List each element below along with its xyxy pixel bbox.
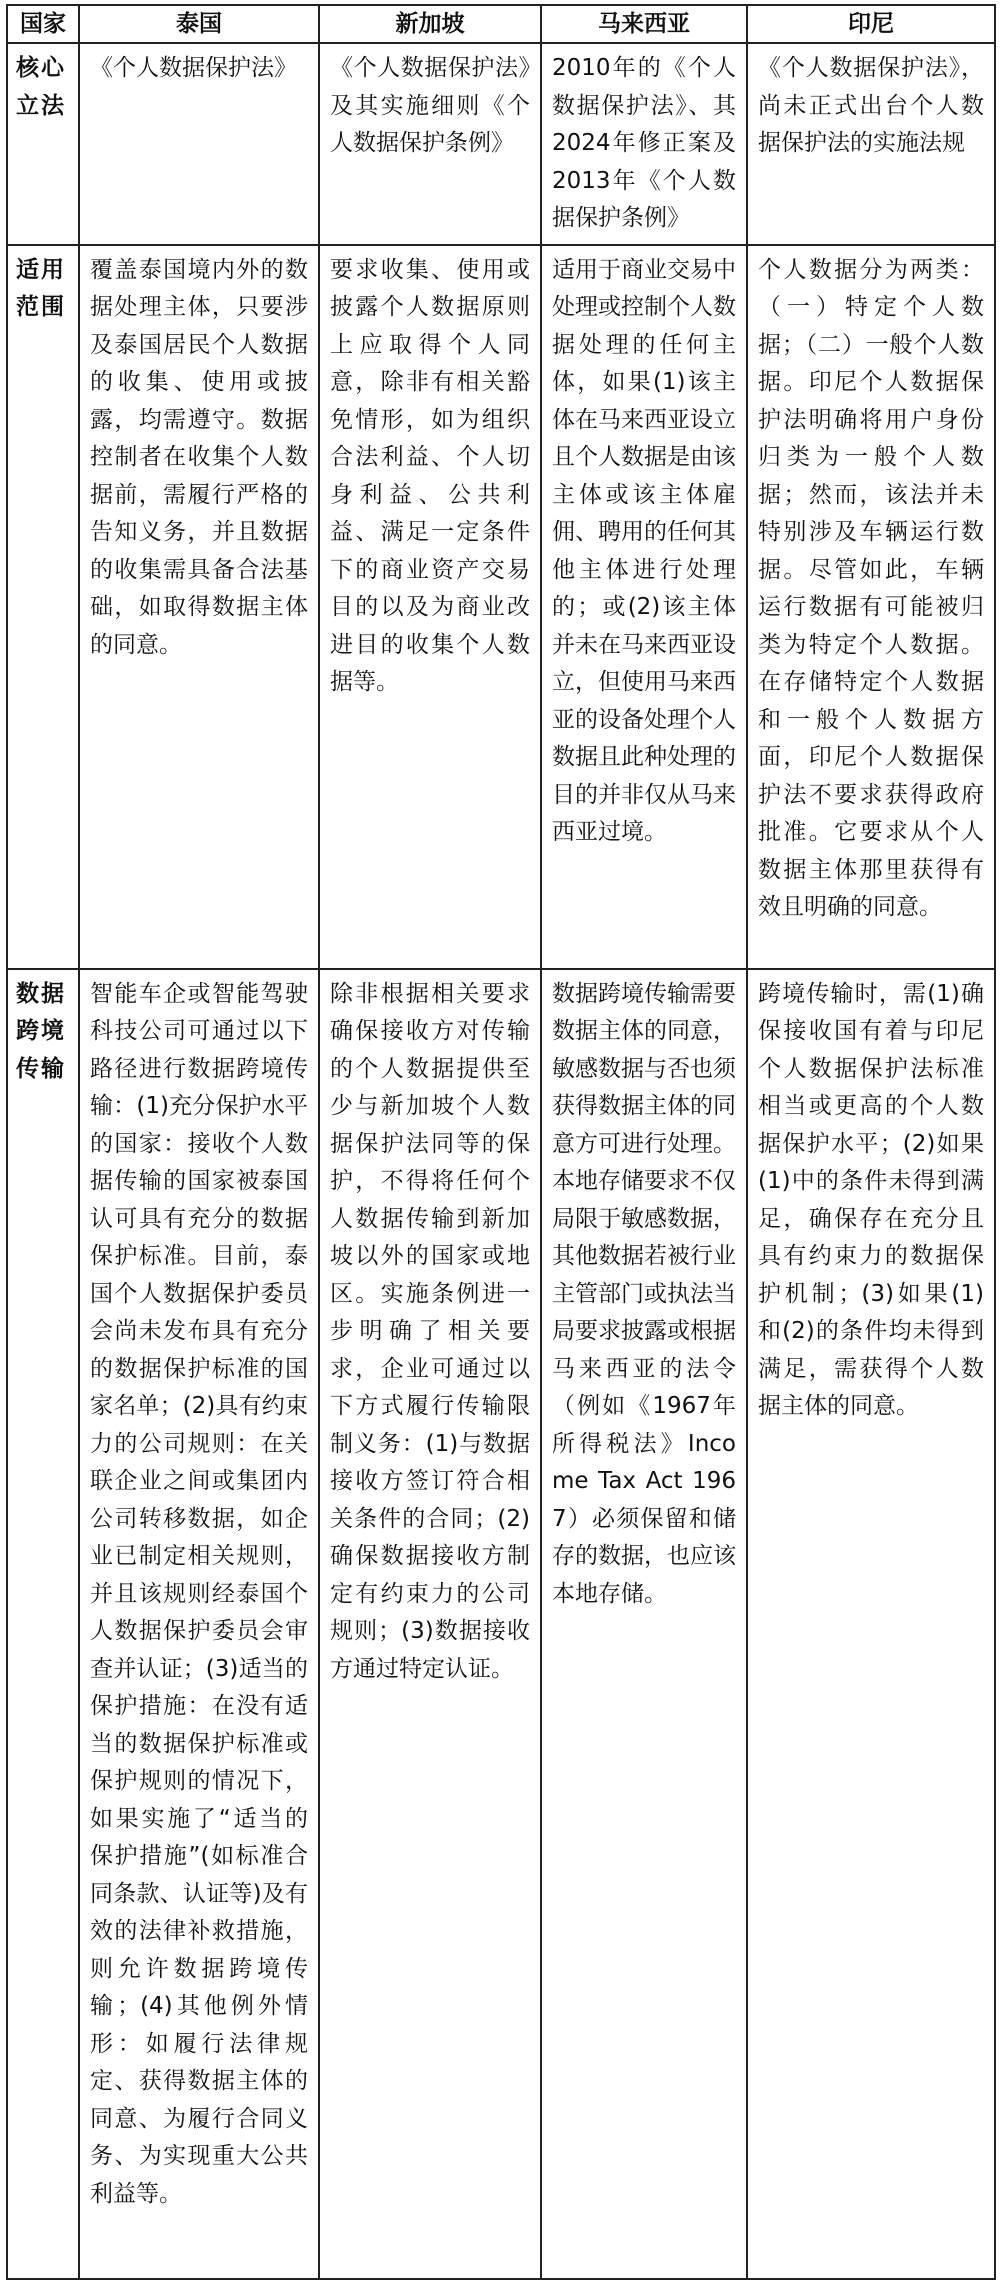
header-malaysia: 马来西亚 (541, 5, 747, 43)
cell-paragraph: 覆盖泰国境内外的数据处理主体，只要涉及泰国居民个人数据的收集、使用或披露，均需遵守。数据控制者在收集个人数据前，需履行严格的告知义务，并且数据的收集需具备合法基础，如取得数据主体的同意。 (90, 256, 308, 658)
cell-paragraph: 要求收集、使用或披露个人数据原则上应取得个人同意，除非有相关豁免情形，如为组织合法利益、个人切身利益、公共利益、满足一定条件下的商业资产交易目的以及为商业改进目的收集个人数据等。 (330, 256, 530, 695)
cell-paragraph: 《个人数据保护法》，尚未正式出台个人数据保护法的实施法规 (758, 55, 984, 156)
header-country: 国家 (7, 5, 79, 43)
cell-paragraph: 智能车企或智能驾驶科技公司可通过以下路径进行数据跨境传输：(1)充分保护水平的国家：接收个人数据传输的国家被泰国认可具有充分的数据保护标准。目前，泰国个人数据保护委员会尚未发布具有充分的数据保护标准的国家名单；(2)具有约束力的公司规则：在关联企业之间或集团内公司转移数据，如企业已制定相关规则，并且该规则经泰国个人数据保护委员会审查并认证；(3)适当的保护措施：在没有适当的数据保护标准或保护规则的情况下，如果实施了“适当的保护措施”(如标准合同条款、认证等)及有效的法律补救措施，则允许数据跨境传输；(4)其他例外情形：如履行法律规定、获得数据主体的同意、为履行合同义务、为实现重大公共利益等。 (90, 980, 308, 2207)
cell-paragraph: 《个人数据保护法》及其实施细则《个人数据保护条例》 (330, 55, 530, 156)
cell-paragraph: 适用于商业交易中处理或控制个人数据处理的任何主体，如果(1)该主体在马来西亚设立且个人数据是由该主体或该主体雇佣、聘用的任何其他主体进行处理的；或(2)该主体并未在马来西亚设立，但使用马来西亚的设备处理个人数据且此种处理的目的并非仅从马来西亚过境。 (552, 256, 736, 845)
row-cross-border-transfer (7, 969, 995, 2279)
cell-paragraph: 2010年的《个人数据保护法》、其2024年修正案及2013年《个人数据保护条例》 (552, 55, 736, 231)
header-singapore: 新加坡 (319, 5, 541, 43)
cell-paragraph: 跨境传输时，需(1)确保接收国有着与印尼个人数据保护法标准相当或更高的个人数据保护水平；(2)如果(1)中的条件未得到满足，确保存在充分且具有约束力的数据保护机制；(3)如果(1)和(2)的条件均未得到满足，需获得个人数据主体的同意。 (758, 980, 984, 1419)
comparison-table (6, 4, 996, 2280)
row-label-cross-border-transfer: 数据跨境传输 (7, 969, 79, 2279)
header-thailand: 泰国 (79, 5, 319, 43)
cell-singapore-cross-border (319, 969, 541, 2279)
row-label-scope: 适用范围 (7, 245, 79, 969)
row-core-legislation (7, 43, 995, 245)
cell-thailand-core-legislation (79, 43, 319, 245)
cell-singapore-core-legislation (319, 43, 541, 245)
cell-malaysia-scope (541, 245, 747, 969)
row-scope (7, 245, 995, 969)
header-indonesia: 印尼 (747, 5, 995, 43)
cell-malaysia-core-legislation (541, 43, 747, 245)
document-page (6, 4, 994, 2280)
header-row (7, 5, 995, 43)
cell-malaysia-cross-border (541, 969, 747, 2279)
cell-indonesia-core-legislation (747, 43, 995, 245)
cell-paragraph: 个人数据分为两类：（一）特定个人数据；（二）一般个人数据。印尼个人数据保护法明确将用户身份归类为一般个人数据；然而，该法并未特别涉及车辆运行数据。尽管如此，车辆运行数据有可能被归类为特定个人数据。在存储特定个人数据和一般个人数据方面，印尼个人数据保护法不要求获得政府批准。它要求从个人数据主体那里获得有效且明确的同意。 (758, 256, 984, 920)
cell-indonesia-scope (747, 245, 995, 969)
cell-thailand-scope (79, 245, 319, 969)
cell-paragraph: 数据跨境传输需要数据主体的同意，敏感数据与否也须获得数据主体的同意方可进行处理。 (552, 980, 736, 1157)
cell-indonesia-cross-border (747, 969, 995, 2279)
cell-singapore-scope (319, 245, 541, 969)
cell-thailand-cross-border (79, 969, 319, 2279)
row-label-core-legislation: 核心立法 (7, 43, 79, 245)
cell-paragraph: 《个人数据保护法》 (90, 55, 297, 81)
cell-paragraph: 本地存储要求不仅局限于敏感数据，其他数据若被行业主管部门或执法当局要求披露或根据马来西亚的法令（例如《1967年所得税法》Income Tax Act 1967）必须保留和储存的数据，也应该本地存储。 (552, 1168, 736, 1607)
cell-paragraph: 除非根据相关要求确保接收方对传输的个人数据提供至少与新加坡个人数据保护法同等的保护，不得将任何个人数据传输到新加坡以外的国家或地区。实施条例进一步明确了相关要求，企业可通过以下方式履行传输限制义务：(1)与数据接收方签订符合相关条件的合同；(2)确保数据接收方制定有约束力的公司规则；(3)数据接收方通过特定认证。 (330, 980, 530, 1682)
